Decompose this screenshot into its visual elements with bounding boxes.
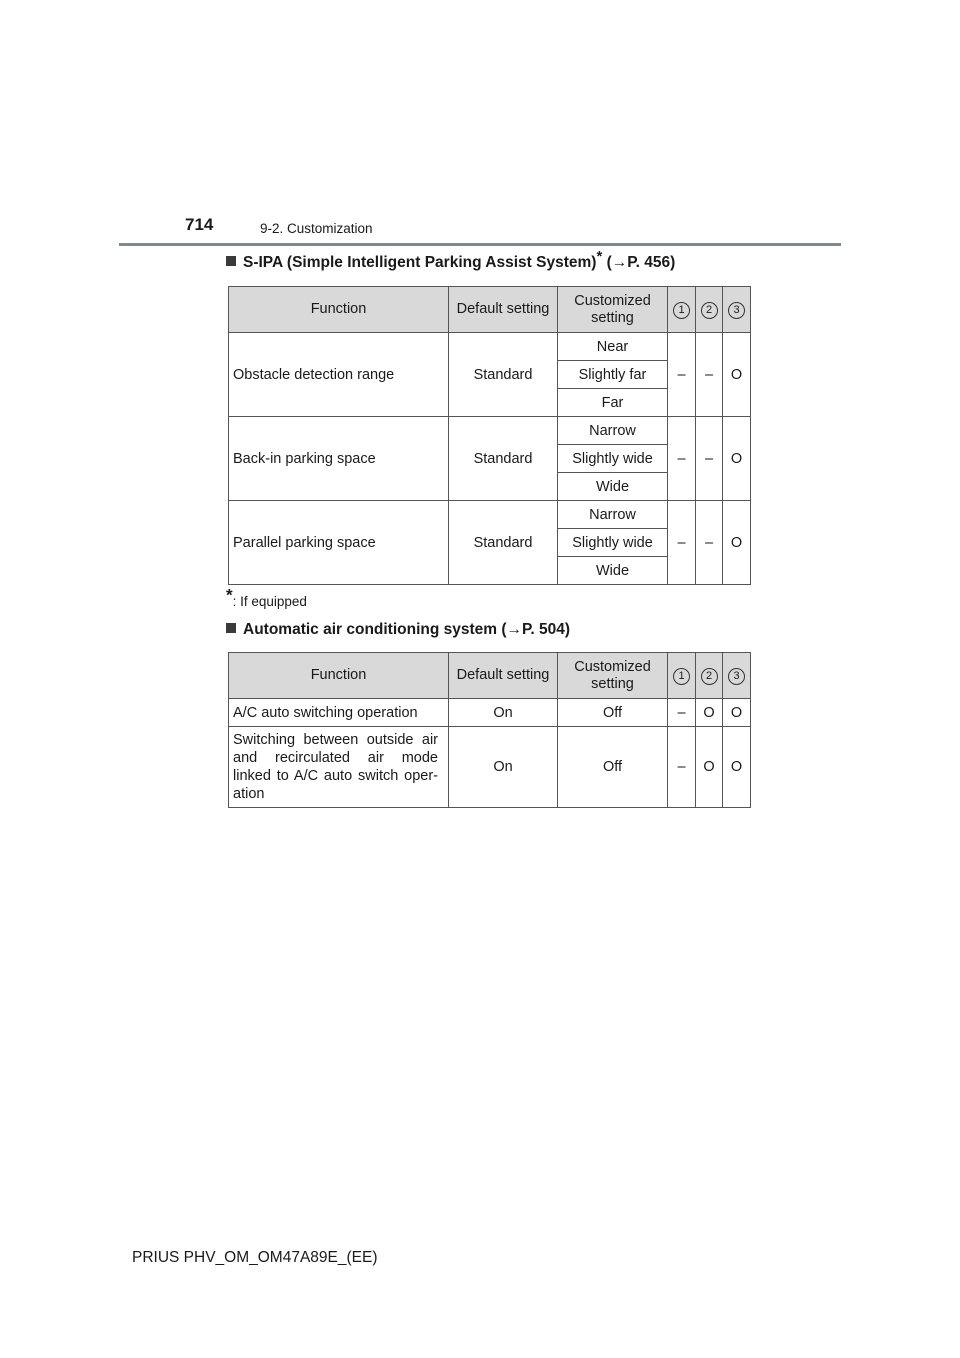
footer-model-code: PRIUS PHV_OM_OM47A89E_(EE) <box>132 1249 378 1266</box>
column-header-2 <box>696 287 723 333</box>
default-cell: On <box>449 727 558 808</box>
col1-cell: – <box>668 417 696 501</box>
default-cell: Standard <box>449 333 558 417</box>
option-cell: Slightly wide <box>558 445 668 473</box>
column-header-2 <box>696 653 723 699</box>
col2-cell: – <box>696 501 723 585</box>
footnote <box>226 585 307 609</box>
circled-1-icon: 1 <box>673 302 690 319</box>
col3-cell: O <box>723 417 751 501</box>
col1-cell: – <box>668 727 696 808</box>
page-number: 714 <box>185 215 214 234</box>
table-row <box>229 727 751 808</box>
column-header-customized: Customized setting <box>558 653 668 699</box>
col3-cell: O <box>723 333 751 417</box>
circled-1-icon: 1 <box>673 668 690 685</box>
ac-heading: Automatic air conditioning system (→P. 504) <box>226 621 570 639</box>
ac-settings-table <box>228 652 751 808</box>
column-header-3 <box>723 287 751 333</box>
arrow-right-icon: → <box>611 254 628 271</box>
option-cell: Wide <box>558 557 668 585</box>
section-title: 9-2. Customization <box>260 221 373 236</box>
circled-2-icon: 2 <box>701 668 718 685</box>
col2-cell: O <box>696 699 723 727</box>
column-header-3 <box>723 653 751 699</box>
circled-3-icon: 3 <box>728 668 745 685</box>
sipa-heading: S-IPA (Simple Intelligent Parking Assist System)* (→P. 456) <box>226 254 675 272</box>
function-cell: Parallel parking space <box>229 501 449 585</box>
arrow-right-icon: → <box>506 621 523 638</box>
sipa-settings-table <box>228 286 751 585</box>
option-cell: Narrow <box>558 417 668 445</box>
col2-cell: – <box>696 417 723 501</box>
circled-2-icon: 2 <box>701 302 718 319</box>
column-header-default: Default setting <box>449 653 558 699</box>
customized-cell: Off <box>558 727 668 808</box>
ac-page-ref[interactable]: P. 504 <box>522 621 565 638</box>
table-row <box>229 333 751 361</box>
column-header-function: Function <box>229 653 449 699</box>
sipa-heading-asterisk: * <box>596 247 603 265</box>
footnote-text: : If equipped <box>232 594 307 609</box>
circled-3-icon: 3 <box>728 302 745 319</box>
column-header-customized: Customized setting <box>558 287 668 333</box>
default-cell: Standard <box>449 501 558 585</box>
square-bullet-icon <box>226 256 236 266</box>
option-cell: Wide <box>558 473 668 501</box>
col1-cell: – <box>668 699 696 727</box>
column-header-function: Function <box>229 287 449 333</box>
table-header-row <box>229 653 751 699</box>
function-cell: Obstacle detection range <box>229 333 449 417</box>
default-cell: Standard <box>449 417 558 501</box>
header-divider <box>119 243 841 246</box>
col3-cell: O <box>723 727 751 808</box>
footnote-asterisk: * <box>226 585 233 605</box>
option-cell: Slightly far <box>558 361 668 389</box>
col3-cell: O <box>723 501 751 585</box>
square-bullet-icon <box>226 623 236 633</box>
table-header-row <box>229 287 751 333</box>
col1-cell: – <box>668 333 696 417</box>
sipa-page-ref[interactable]: P. 456 <box>627 254 671 271</box>
function-cell: Back-in parking space <box>229 417 449 501</box>
option-cell: Narrow <box>558 501 668 529</box>
option-cell: Slightly wide <box>558 529 668 557</box>
ac-heading-title: Automatic air conditioning system <box>243 621 498 638</box>
col2-cell: O <box>696 727 723 808</box>
col1-cell: – <box>668 501 696 585</box>
customized-cell: Off <box>558 699 668 727</box>
function-cell: A/C auto switching operation <box>229 699 449 727</box>
option-cell: Far <box>558 389 668 417</box>
sipa-heading-title: S-IPA (Simple Intelligent Parking Assist System) <box>243 254 597 271</box>
column-header-default: Default setting <box>449 287 558 333</box>
option-cell: Near <box>558 333 668 361</box>
column-header-1 <box>668 653 696 699</box>
col3-cell: O <box>723 699 751 727</box>
table-row <box>229 501 751 529</box>
default-cell: On <box>449 699 558 727</box>
table-row <box>229 699 751 727</box>
col2-cell: – <box>696 333 723 417</box>
function-cell: Switching between outside air and recirculated air mode linked to A/C auto switch oper-ation <box>229 727 449 808</box>
column-header-1 <box>668 287 696 333</box>
table-row <box>229 417 751 445</box>
